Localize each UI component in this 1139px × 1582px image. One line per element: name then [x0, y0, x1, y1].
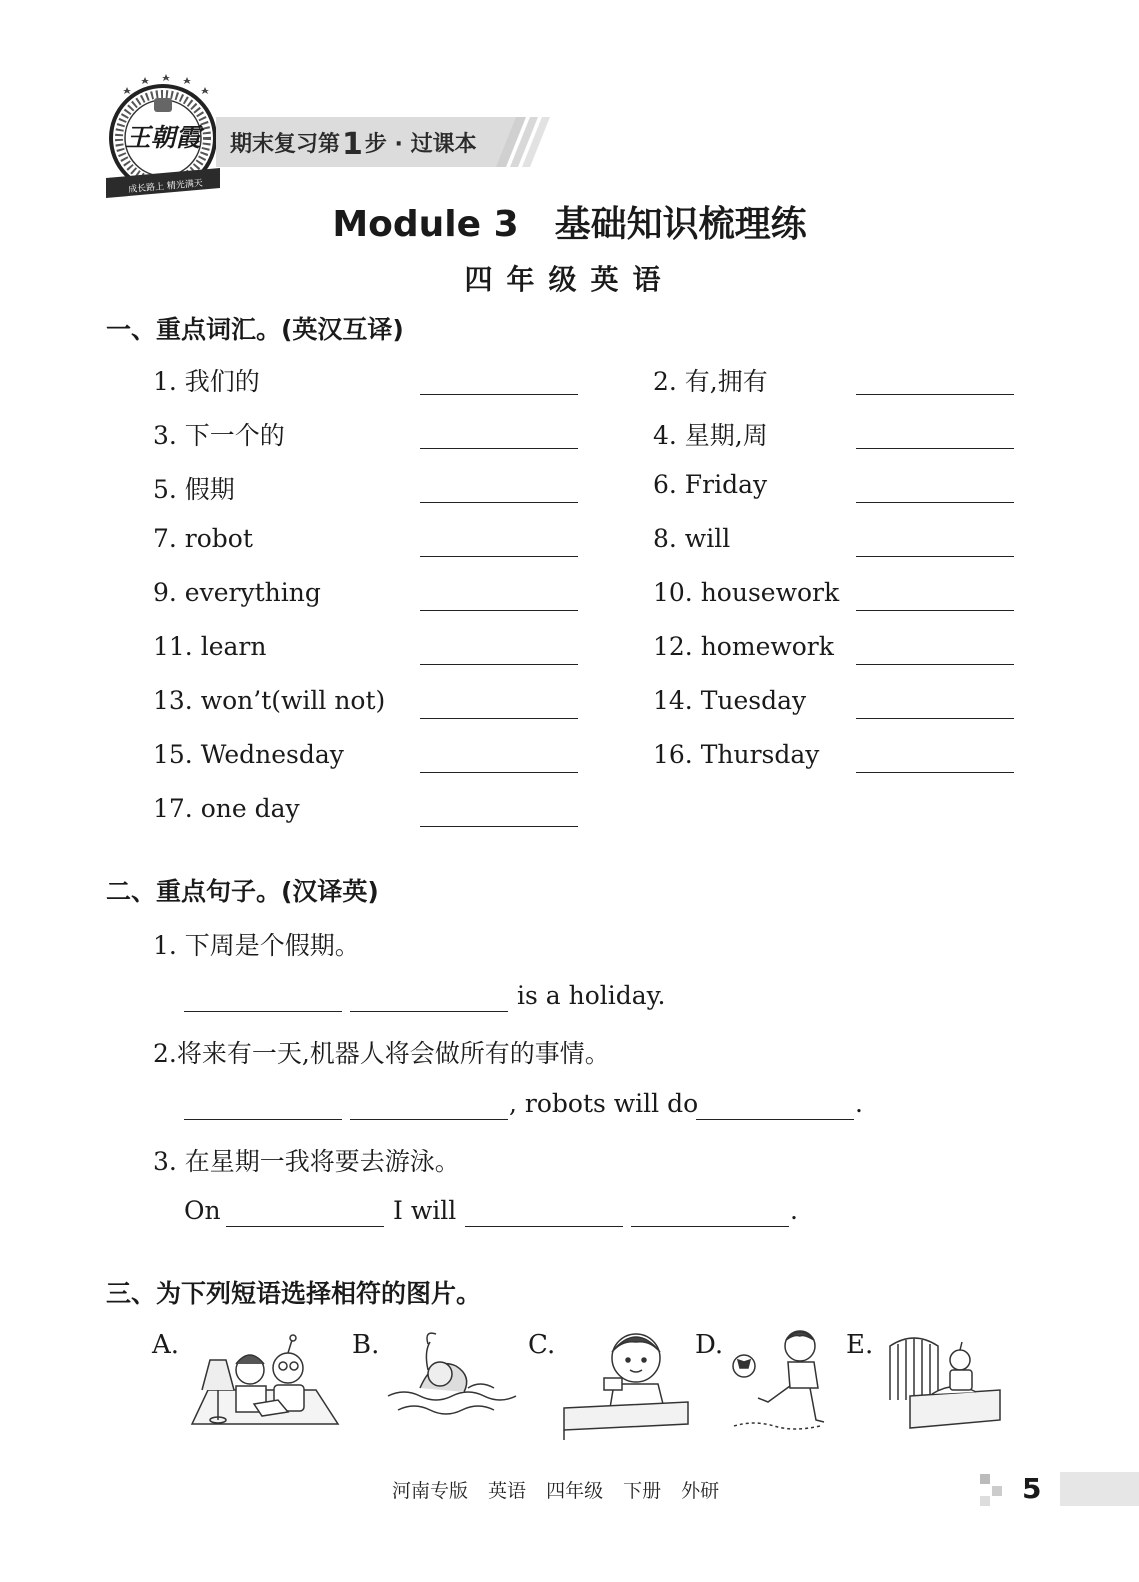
- picture-label-c: C.: [528, 1330, 556, 1360]
- sentence-answer-3-end: .: [790, 1196, 798, 1225]
- footer-text: 河南专版 英语 四年级 下册 外研: [392, 1480, 720, 1502]
- picture-label-a: A.: [152, 1330, 180, 1360]
- logo-ribbon-text: 成长路上 精光满天: [127, 178, 204, 196]
- sentence-answer-2: , robots will do: [509, 1089, 699, 1118]
- sentence-question-2: 2.将来有一天,机器人将会做所有的事情。: [153, 1039, 610, 1068]
- banner-prefix: 期末复习第: [230, 132, 341, 157]
- vocab-item: 1. 我们的: [153, 367, 260, 396]
- banner-step: 1: [342, 127, 363, 162]
- vocab-answer-blank[interactable]: [856, 718, 1014, 719]
- picture-label-e: E.: [846, 1330, 874, 1360]
- vocab-answer-blank[interactable]: [856, 664, 1014, 665]
- vocab-item: 12. homework: [653, 632, 834, 661]
- vocab-item: 5. 假期: [153, 475, 235, 504]
- robot-making-bed-icon[interactable]: [880, 1330, 1004, 1438]
- vocab-answer-blank[interactable]: [856, 502, 1014, 503]
- vocab-answer-blank[interactable]: [420, 556, 578, 557]
- answer-blank[interactable]: [184, 1119, 342, 1120]
- answer-blank[interactable]: [631, 1226, 789, 1227]
- picture-label-b: B.: [352, 1330, 380, 1360]
- section2-heading: 二、重点句子。(汉译英): [106, 877, 379, 906]
- vocab-item: 6. Friday: [653, 470, 768, 499]
- vocab-answer-blank[interactable]: [420, 502, 578, 503]
- vocab-item: 17. one day: [153, 794, 300, 823]
- vocab-answer-blank[interactable]: [420, 394, 578, 395]
- vocab-item: 9. everything: [153, 578, 321, 607]
- page-corner-decoration: [980, 1472, 1139, 1506]
- vocab-item: 10. housework: [653, 578, 840, 607]
- robot-helping-boy-study-icon[interactable]: [188, 1330, 342, 1430]
- vocab-answer-blank[interactable]: [420, 826, 578, 827]
- answer-blank[interactable]: [350, 1119, 508, 1120]
- swimming-child-icon[interactable]: [384, 1326, 520, 1422]
- vocab-answer-blank[interactable]: [856, 610, 1014, 611]
- vocab-item: 2. 有,拥有: [653, 367, 768, 396]
- section3-heading: 三、为下列短语选择相符的图片。: [106, 1279, 482, 1308]
- answer-blank[interactable]: [465, 1226, 623, 1227]
- vocab-answer-blank[interactable]: [856, 448, 1014, 449]
- header-banner-text: [230, 127, 477, 162]
- boy-at-desk-icon[interactable]: [560, 1326, 690, 1442]
- answer-blank[interactable]: [184, 1011, 342, 1012]
- vocab-item: 3. 下一个的: [153, 421, 285, 450]
- vocab-answer-blank[interactable]: [856, 772, 1014, 773]
- answer-blank[interactable]: [226, 1226, 384, 1227]
- vocab-answer-blank[interactable]: [420, 772, 578, 773]
- answer-blank[interactable]: [696, 1119, 854, 1120]
- sentence-question-3: 3. 在星期一我将要去游泳。: [153, 1147, 460, 1176]
- vocab-answer-blank[interactable]: [420, 448, 578, 449]
- vocab-item: 16. Thursday: [653, 740, 820, 769]
- page-number: 5: [1022, 1472, 1042, 1505]
- vocab-answer-blank[interactable]: [420, 718, 578, 719]
- picture-label-d: D.: [695, 1330, 724, 1360]
- answer-blank[interactable]: [350, 1011, 508, 1012]
- vocab-answer-blank[interactable]: [420, 610, 578, 611]
- sentence-answer-2-end: .: [855, 1089, 863, 1118]
- vocab-item: 13. won’t(will not): [153, 686, 386, 715]
- vocab-item: 7. robot: [153, 524, 253, 553]
- sentence-question-1: 1. 下周是个假期。: [153, 931, 360, 960]
- vocab-item: 11. learn: [153, 632, 267, 661]
- sentence-answer-3-iwill: I will: [393, 1196, 457, 1225]
- banner-suffix: 步 · 过课本: [364, 132, 477, 157]
- vocab-item: 14. Tuesday: [653, 686, 807, 715]
- page-title: Module 3 基础知识梳理练: [332, 204, 807, 245]
- sentence-answer-3-on: On: [184, 1196, 221, 1225]
- page-subtitle: 四年级英语: [464, 263, 675, 296]
- section1-heading: 一、重点词汇。(英汉互译): [106, 315, 404, 344]
- vocab-answer-blank[interactable]: [856, 394, 1014, 395]
- logo-text: 王朝霞: [125, 123, 201, 152]
- vocab-item: 15. Wednesday: [153, 740, 344, 769]
- vocab-answer-blank[interactable]: [420, 664, 578, 665]
- vocab-answer-blank[interactable]: [856, 556, 1014, 557]
- vocab-item: 4. 星期,周: [653, 421, 768, 450]
- vocab-item: 8. will: [653, 524, 731, 553]
- boy-kicking-football-icon[interactable]: [724, 1326, 842, 1436]
- sentence-answer-1: is a holiday.: [517, 981, 666, 1010]
